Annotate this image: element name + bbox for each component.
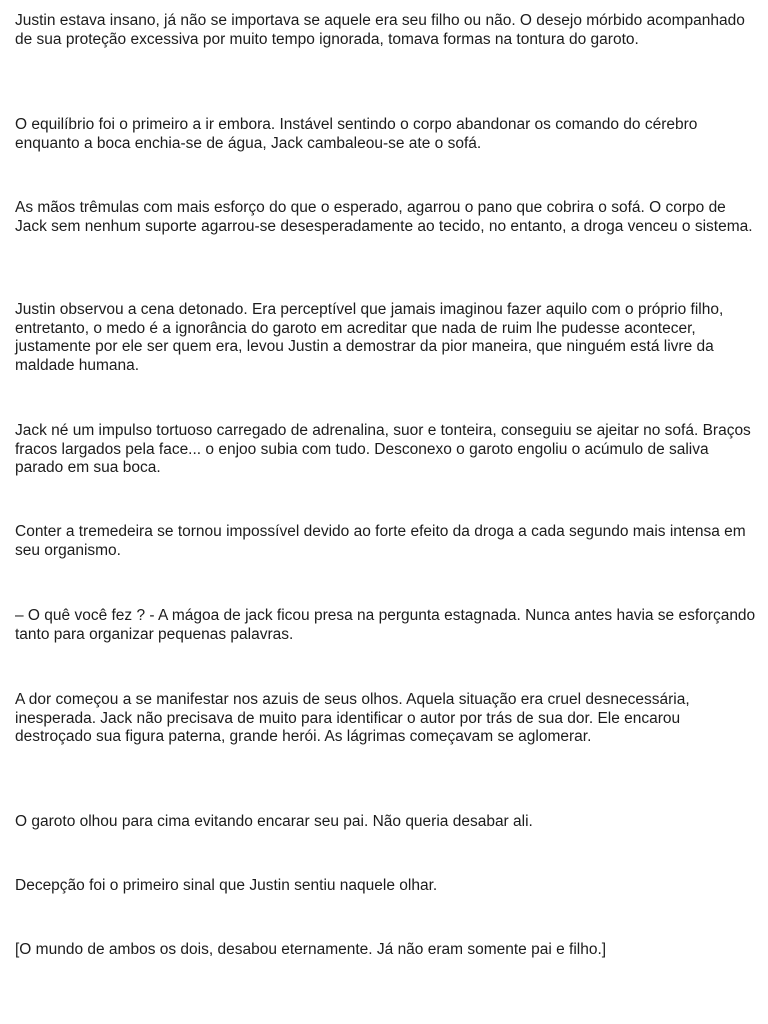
paragraph-5: Jack né um impulso tortuoso carregado de adrenalina, suor e tonteira, conseguiu se ajeitar no sofá. Braços fracos largados pela face... o enjoo subia com tudo. Desconexo o garoto engoliu o acúmulo de saliva parado em sua boca. — [15, 422, 751, 476]
paragraph-1: Justin estava insano, já não se importava se aquele era seu filho ou não. O desejo mórbido acompanhado de sua proteção excessiva por muito tempo ignorada, tomava formas na tontura do garoto. — [15, 12, 745, 48]
paragraph-7: – O quê você fez ? - A mágoa de jack ficou presa na pergunta estagnada. Nunca antes havia se esforçando tanto para organizar pequenas palavras. — [15, 607, 756, 643]
paragraph-4: Justin observou a cena detonado. Era perceptível que jamais imaginou fazer aquilo com o próprio filho, entretanto, o medo é a ignorância do garoto em acreditar que nada de ruim lhe pudesse acontecer, justamente por ele ser quem era, levou Justin a demostrar da pior maneira, que ninguém está livre da maldade humana. — [15, 301, 724, 374]
paragraph-2: O equilíbrio foi o primeiro a ir embora. Instável sentindo o corpo abandonar os comando do cérebro enquanto a boca enchia-se de água, Jack cambaleou-se ate o sofá. — [15, 116, 698, 152]
paragraph-9: O garoto olhou para cima evitando encarar seu pai. Não queria desabar ali. — [15, 813, 533, 830]
paragraph-6: Conter a tremedeira se tornou impossível devido ao forte efeito da droga a cada segundo mais intensa em seu organismo. — [15, 523, 746, 559]
paragraph-11: [O mundo de ambos os dois, desabou eternamente. Já não eram somente pai e filho.] — [15, 941, 607, 958]
paragraph-8: A dor começou a se manifestar nos azuis de seus olhos. Aquela situação era cruel desnecessária, inesperada. Jack não precisava de muito para identificar o autor por trás de sua dor. Ele encarou destroçado sua figura paterna, grande herói. As lágrimas começavam se aglomerar. — [15, 691, 690, 745]
paragraph-10: Decepção foi o primeiro sinal que Justin sentiu naquele olhar. — [15, 877, 438, 894]
paragraph-3: As mãos trêmulas com mais esforço do que o esperado, agarrou o pano que cobrira o sofá. O corpo de Jack sem nenhum suporte agarrou-se desesperadamente ao tecido, no entanto, a droga venceu o sistema. — [15, 199, 753, 235]
